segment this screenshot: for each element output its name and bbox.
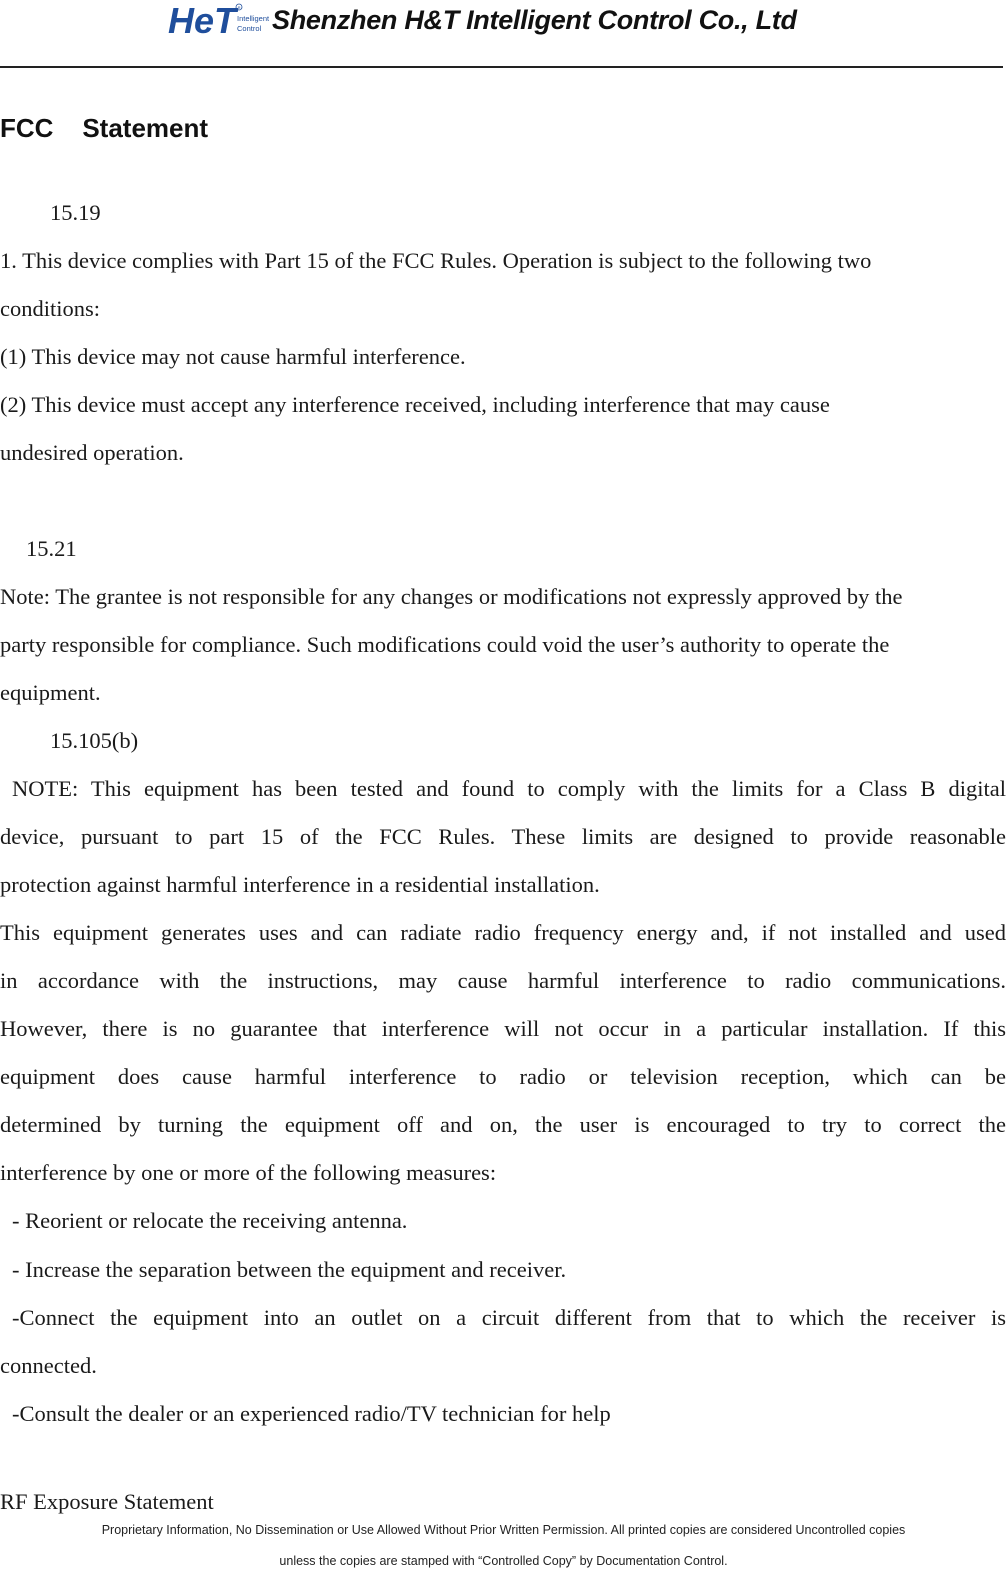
- page-title: FCC Statement: [0, 113, 209, 143]
- paragraph-line: connected.: [0, 1353, 97, 1378]
- measure-item: -Consult the dealer or an experienced radio/TV technician for help: [12, 1401, 611, 1426]
- section-label-15-19: 15.19: [50, 200, 101, 225]
- paragraph-line: equipment.: [0, 680, 101, 705]
- paragraph-line: protection against harmful interference in a residential installation.: [0, 872, 600, 897]
- paragraph-line: party responsible for compliance. Such modifications could void the user’s authority to operate the: [0, 632, 890, 657]
- paragraph-line: undesired operation.: [0, 440, 184, 465]
- section-label-rf-exposure: RF Exposure Statement: [0, 1489, 214, 1514]
- measure-item: - Reorient or relocate the receiving antenna.: [12, 1208, 408, 1233]
- measure-item: - Increase the separation between the equipment and receiver.: [12, 1257, 567, 1282]
- paragraph-line: (2) This device must accept any interference received, including interference that may cause: [0, 392, 830, 417]
- paragraph-line: NOTE: This equipment has been tested and found to comply with the limits for a Class B digital: [12, 776, 1006, 801]
- section-label-15-105b: 15.105(b): [50, 728, 139, 753]
- page-header: [0, 0, 1007, 68]
- footer-notice-line-1: Proprietary Information, No Dissemination or Use Allowed Without Prior Written Permission. All printed copies are considered Uncontrolled copies: [101, 1523, 906, 1537]
- paragraph-line: However, there is no guarantee that interference will not occur in a particular installation. If this: [0, 1016, 1006, 1041]
- svg-text:Control: Control: [237, 24, 262, 33]
- paragraph-line: in accordance with the instructions, may cause harmful interference to radio communications.: [0, 968, 1006, 993]
- section-label-15-21: 15.21: [26, 536, 77, 561]
- svg-text:HeT: HeT: [168, 0, 237, 40]
- company-logo: [168, 0, 272, 40]
- header-divider: [0, 66, 1003, 68]
- svg-text:R: R: [237, 5, 241, 10]
- footer-notice-line-2: unless the copies are stamped with “Controlled Copy” by Documentation Control.: [279, 1554, 728, 1568]
- svg-text:Intelligent: Intelligent: [237, 14, 270, 23]
- paragraph-line: Note: The grantee is not responsible for any changes or modifications not expressly approved by the: [0, 584, 903, 609]
- paragraph-line: determined by turning the equipment off and on, the user is encouraged to try to correct the: [0, 1112, 1006, 1137]
- paragraph-line: (1) This device may not cause harmful interference.: [0, 344, 466, 369]
- paragraph-line: This equipment generates uses and can radiate radio frequency energy and, if not installed and used: [0, 920, 1006, 945]
- paragraph-line: 1. This device complies with Part 15 of the FCC Rules. Operation is subject to the following two: [0, 248, 872, 273]
- paragraph-line: device, pursuant to part 15 of the FCC Rules. These limits are designed to provide reasonable: [0, 824, 1006, 849]
- measure-item: -Connect the equipment into an outlet on a circuit different from that to which the receiver is: [12, 1305, 1006, 1330]
- company-name: Shenzhen H&T Intelligent Control Co., Ltd: [272, 5, 797, 35]
- paragraph-line: interference by one or more of the following measures:: [0, 1160, 497, 1185]
- paragraph-line: conditions:: [0, 296, 100, 321]
- paragraph-line: equipment does cause harmful interference to radio or television reception, which can be: [0, 1064, 1006, 1089]
